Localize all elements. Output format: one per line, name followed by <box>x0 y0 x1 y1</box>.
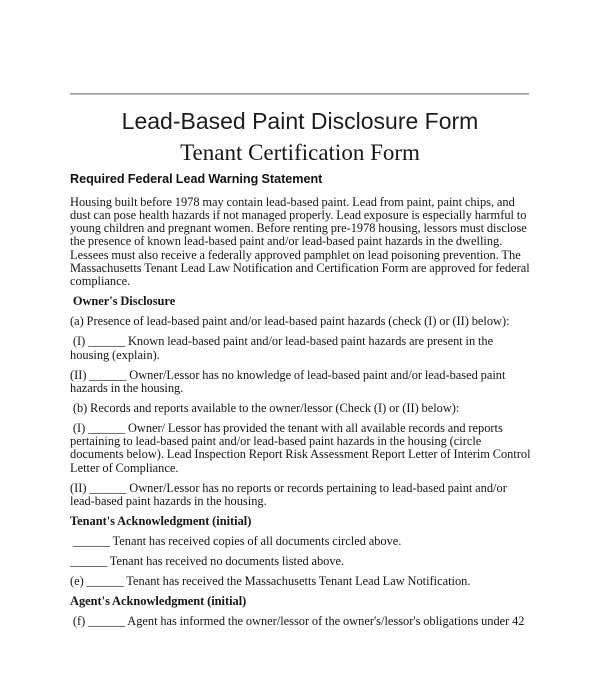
tenant-ack-copies-line: ______ Tenant has received copies of all documents circled above. <box>70 533 402 548</box>
document-title: Lead-Based Paint Disclosure Form <box>121 108 479 134</box>
disclosure-line-a: (a) Presence of lead-based paint and/or lead-based paint hazards (check (I) or (II) below): <box>70 314 510 329</box>
document-body <box>70 173 532 635</box>
owners-disclosure-heading: Owner's Disclosure <box>70 294 176 309</box>
records-line-i-provided: (I) ______ Owner/ Lessor has provided the tenant with all available records and reports pertaining to lead-based paint and/or lead-based paint hazards in the housing (circle documents below). Lead Inspection Report Risk Assessment Report Letter of Interim Control Letter of Compliance. <box>70 420 534 475</box>
tenant-ack-notification-line: (e) ______ Tenant has received the Massachusetts Tenant Lead Law Notification. <box>70 573 471 588</box>
records-line-b: (b) Records and reports available to the owner/lessor (Check (I) or (II) below): <box>70 400 460 415</box>
warning-statement-body: Housing built before 1978 may contain lead-based paint. Lead from paint, paint chips, and dust can pose health hazards if not managed properly. Lead exposure is especially harmful to young children and pregnant women. Before renting pre-1978 housing, lessors must disclose the presence of known lead-based paint and/or lead-based paint hazards in the dwelling. Lessees must also receive a federally approved pamphlet on lead poisoning prevention. The Massachusetts Tenant Lead Law Notification and Certification Form are approved for federal compliance. <box>70 194 533 289</box>
header-divider <box>70 93 529 95</box>
agent-ack-obligations-line: (f) ______ Agent has informed the owner/lessor of the owner's/lessor's obligations under 42 <box>70 613 525 628</box>
records-line-ii-no-reports: (II) ______ Owner/Lessor has no reports or records pertaining to lead-based paint and/or lead-based paint hazards in the housing. <box>70 480 510 508</box>
document-subtitle: Tenant Certification Form <box>180 140 420 165</box>
disclosure-line-ii-no-knowledge: (II) ______ Owner/Lessor has no knowledge of lead-based paint and/or lead-based paint hazards in the housing. <box>70 367 509 395</box>
agent-acknowledgment-heading: Agent's Acknowledgment (initial) <box>70 593 247 608</box>
tenant-acknowledgment-heading: Tenant's Acknowledgment (initial) <box>70 513 252 528</box>
tenant-ack-no-documents-line: ______ Tenant has received no documents listed above. <box>70 553 345 568</box>
warning-statement-heading: Required Federal Lead Warning Statement <box>70 172 323 186</box>
disclosure-line-i-known-paint: (I) ______ Known lead-based paint and/or lead-based paint hazards are present in the housing (explain). <box>70 334 496 362</box>
